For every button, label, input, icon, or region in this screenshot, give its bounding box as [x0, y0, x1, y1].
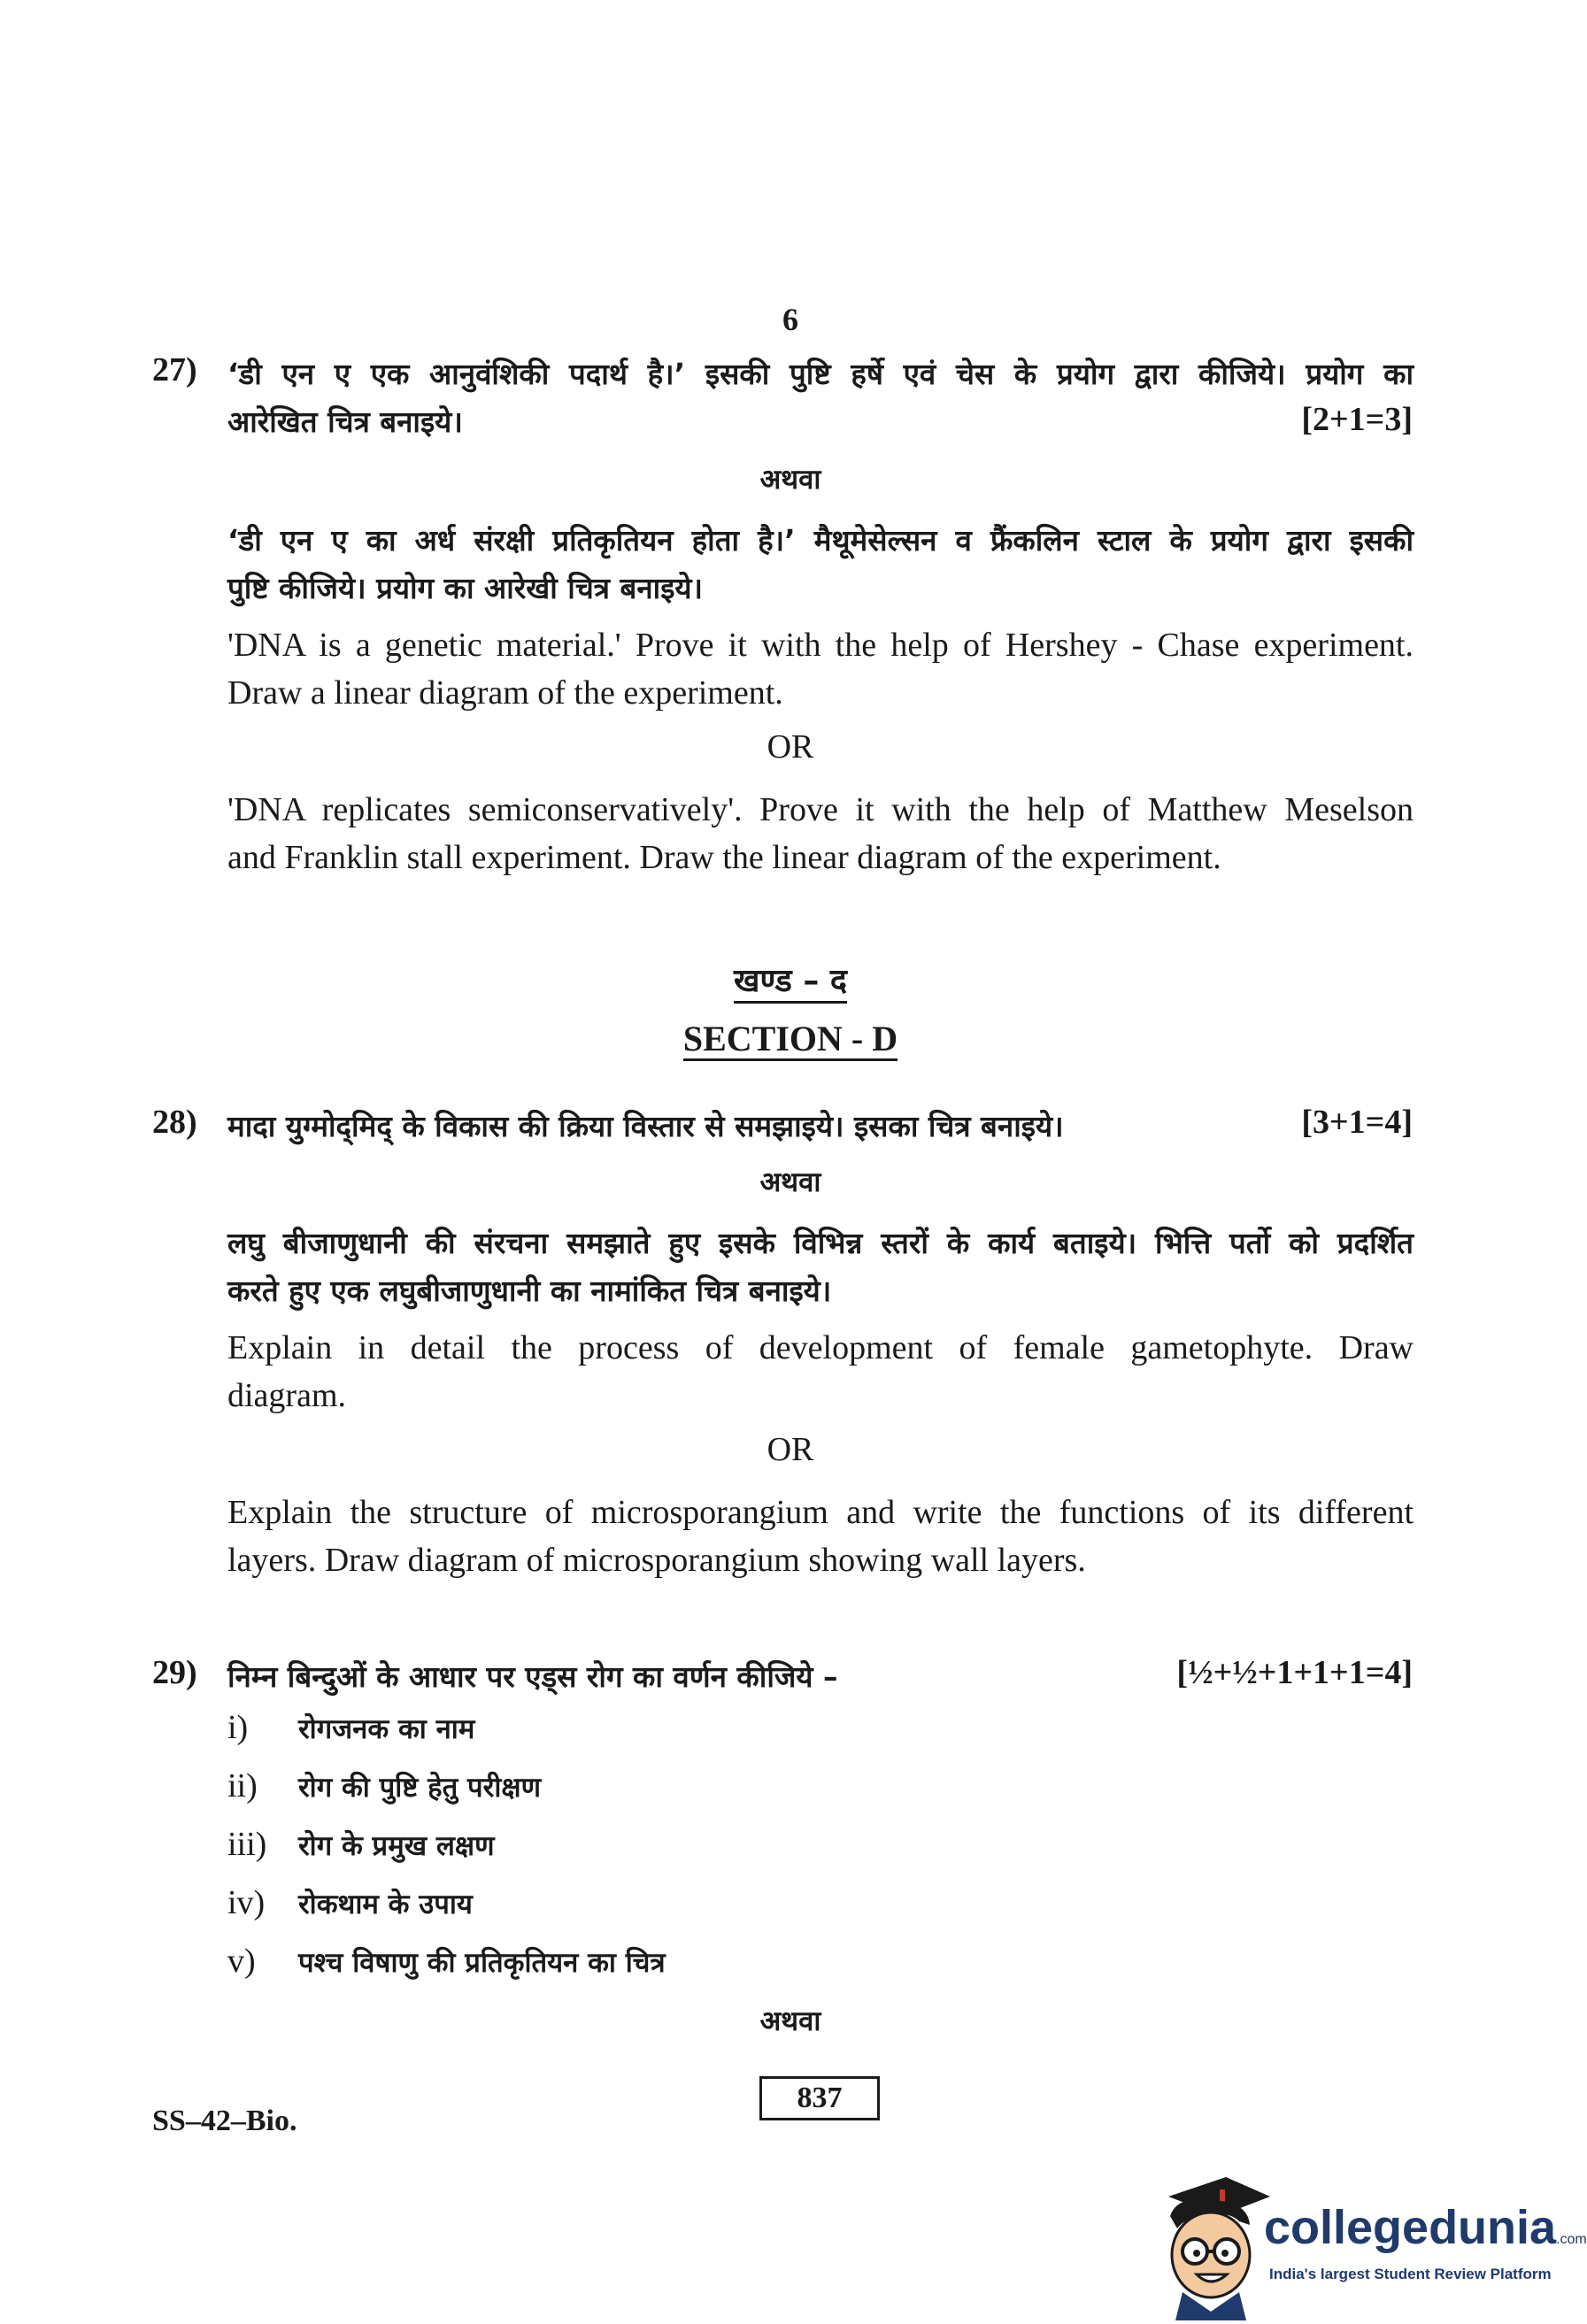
question-text-hindi: आरेखित चित्र बनाइये।	[227, 404, 463, 439]
or-separator: अथवा	[759, 464, 821, 496]
logo-wordmark: collegedunia.com	[1264, 2201, 1587, 2254]
list-item-text: पश्च विषाणु की प्रतिकृतियन का चित्र	[298, 1947, 666, 1979]
list-item	[227, 1708, 1290, 1766]
or-separator: OR	[767, 728, 814, 766]
student-mascot-icon	[1151, 2170, 1275, 2320]
question-text-english: 'DNA is a genetic material.' Prove it with the help of Hershey - Chase experiment.	[227, 627, 1414, 664]
list-item	[227, 1883, 1290, 1942]
marks: [½+½+1+1+1=4]	[1176, 1654, 1413, 1691]
list-item-text: रोग के प्रमुख लक्षण	[298, 1830, 495, 1862]
question-text-hindi: ‘डी एन ए एक आनुवंशिकी पदार्थ है।’ इसकी पुष्टि हर्षे एवं चेस के प्रयोग द्वारा कीजिये। प्रयोग का	[227, 357, 1414, 391]
question-text-english: Explain in detail the process of development of female gametophyte. Draw	[227, 1329, 1414, 1366]
page-number: 6	[782, 302, 798, 337]
marks: [2+1=3]	[1301, 401, 1413, 438]
alternative-text-hindi: पुष्टि कीजिये। प्रयोग का आरेखी चित्र बनाइये।	[227, 571, 704, 605]
collegedunia-logo	[1151, 2170, 1587, 2320]
section-title-english: SECTION - D	[525, 1018, 1056, 1059]
question-text-english: Draw a linear diagram of the experiment.	[227, 674, 783, 712]
list-marker: iv)	[227, 1884, 266, 1921]
alternative-text-hindi: लघु बीजाणुधानी की संरचना समझाते हुए इसके विभिन्न स्तरों के कार्य बताइये। भित्ति पर्तो को प्रदर्शित	[227, 1226, 1414, 1260]
list-item-text: रोगजनक का नाम	[298, 1713, 475, 1745]
list-item	[227, 1825, 1290, 1883]
alternative-text-english: Explain the structure of microsporangium and write the functions of its different	[227, 1494, 1414, 1531]
alternative-text-hindi: करते हुए एक लघुबीजाणुधानी का नामांकित चित्र बनाइये।	[227, 1274, 832, 1308]
list-item	[227, 1942, 1290, 2000]
or-separator: OR	[767, 1431, 814, 1468]
sub-question-list	[227, 1708, 1290, 2000]
marks: [3+1=4]	[1301, 1104, 1413, 1141]
question-number: 27)	[152, 351, 197, 389]
question-text-hindi: मादा युग्मोद्‌मिद्‌ के विकास की क्रिया विस्तार से समझाइये। इसका चित्र बनाइये।	[227, 1109, 1064, 1143]
alternative-text-english: and Franklin stall experiment. Draw the linear diagram of the experiment.	[227, 839, 1221, 876]
or-separator: अथवा	[759, 2005, 821, 2037]
logo-tagline: India's largest Student Review Platform	[1269, 2266, 1552, 2282]
logo-suffix: .com	[1556, 2232, 1587, 2247]
alternative-text-hindi: ‘डी एन ए का अर्ध संरक्षी प्रतिकृतियन होता है।’ मैथूमेसेल्सन व फ्रैंकलिन स्टाल के प्रयोग द्वारा इसकी	[227, 523, 1414, 558]
list-marker: v)	[227, 1943, 256, 1980]
section-title-hindi: खण्ड – द	[525, 958, 1056, 1001]
question-text-hindi: निम्न बिन्दुओं के आधार पर एड्स रोग का वर्णन कीजिये –	[227, 1659, 838, 1694]
question-text-english: diagram.	[227, 1377, 347, 1414]
alternative-text-english: 'DNA replicates semiconservatively'. Prove it with the help of Matthew Meselson	[227, 791, 1414, 828]
list-marker: i)	[227, 1709, 249, 1746]
or-separator: अथवा	[759, 1166, 821, 1198]
question-number: 28)	[152, 1104, 197, 1141]
alternative-text-english: layers. Draw diagram of microsporangium showing wall layers.	[227, 1542, 1086, 1579]
paper-code: SS–42–Bio.	[152, 2105, 297, 2137]
list-item-text: रोग की पुष्टि हेतु परीक्षण	[298, 1772, 541, 1804]
list-marker: iii)	[227, 1826, 267, 1863]
page-box: 837	[759, 2076, 880, 2120]
question-number: 29)	[152, 1654, 197, 1691]
list-marker: ii)	[227, 1767, 258, 1805]
list-item	[227, 1766, 1290, 1825]
list-item-text: रोकथाम के उपाय	[298, 1889, 473, 1920]
